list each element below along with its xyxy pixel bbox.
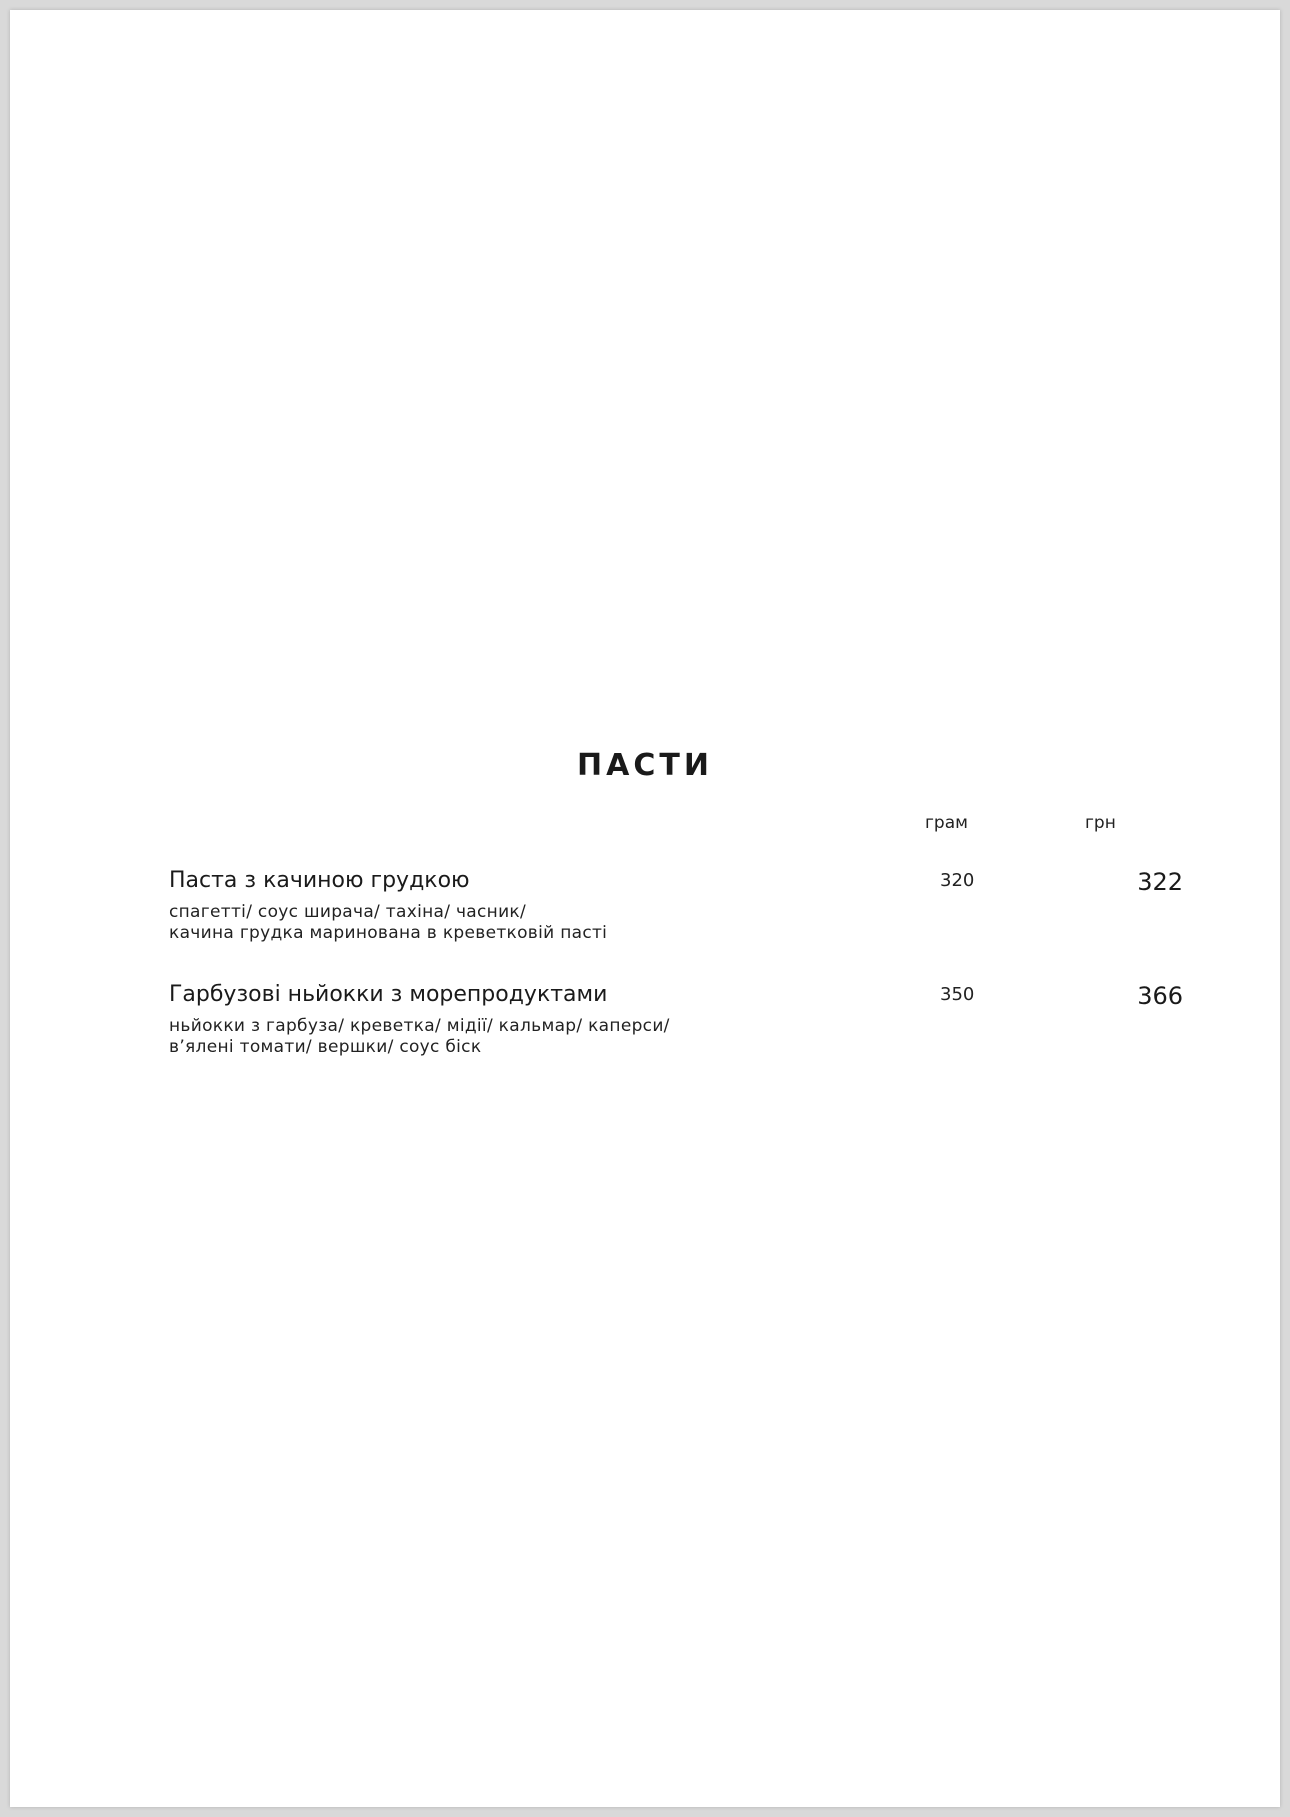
menu-page [10,10,1280,1807]
menu-item-name: Паста з качиною грудкою [169,868,470,893]
menu-item-description-line: качина грудка маринована в креветковій пасті [169,923,608,943]
menu-item-price: 366 [1137,982,1183,1010]
column-header-price: грн [1085,813,1116,833]
menu-item-name: Гарбузові ньйокки з морепродуктами [169,982,608,1007]
menu-item-description-line: в’ялені томати/ вершки/ соус біск [169,1037,482,1057]
menu-item-price: 322 [1137,868,1183,896]
menu-item-description [169,1016,670,1058]
menu-item-description [169,902,607,944]
menu-item-description-line: ньйокки з гарбуза/ креветка/ мідії/ кальмар/ каперси/ [169,1016,670,1036]
column-header-weight: грам [925,813,968,833]
section-title: ПАСТИ [577,748,713,783]
menu-item-weight: 350 [940,984,975,1005]
menu-item-description-line: спагетті/ соус ширача/ тахіна/ часник/ [169,902,527,922]
menu-item-weight: 320 [940,870,975,891]
